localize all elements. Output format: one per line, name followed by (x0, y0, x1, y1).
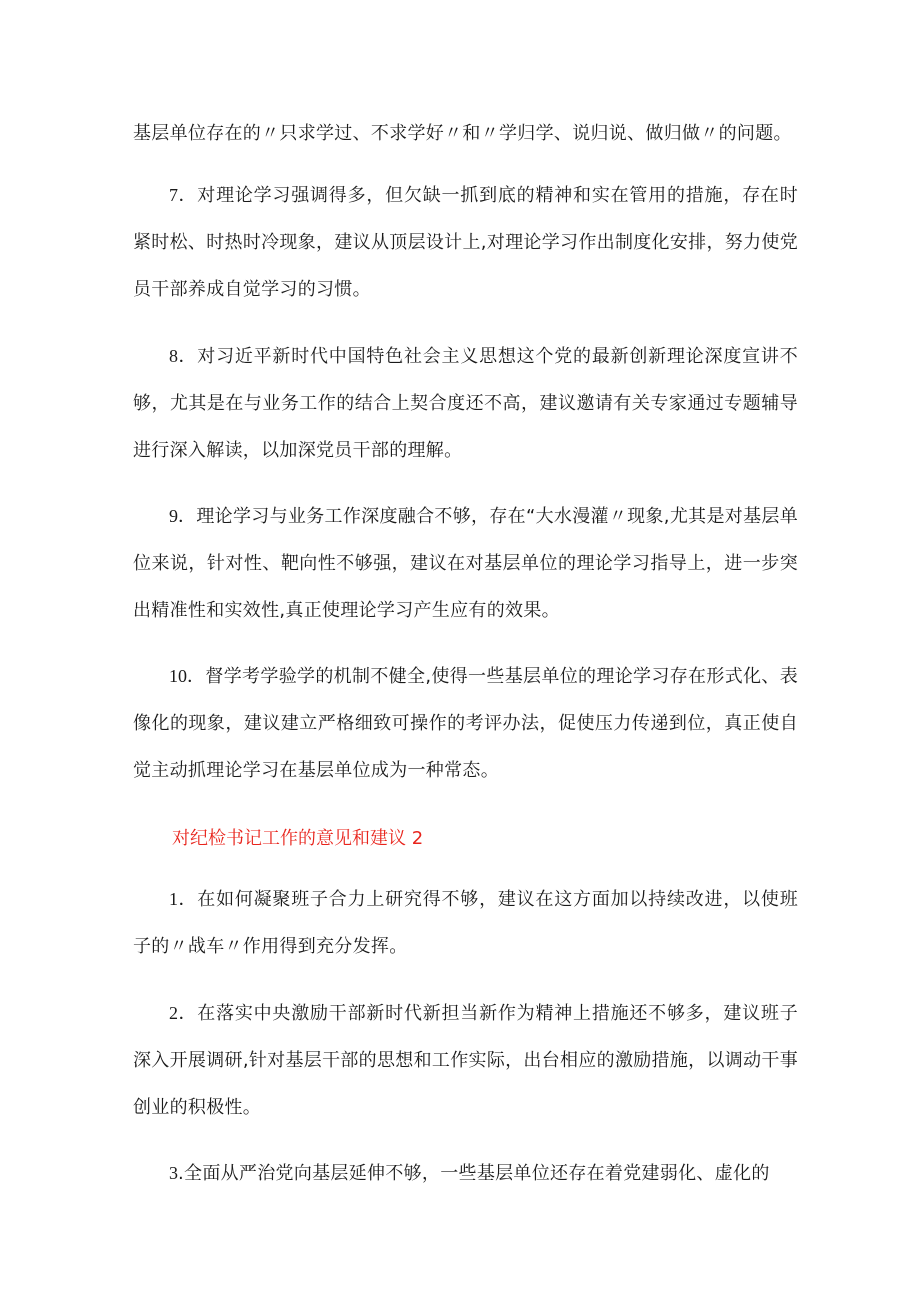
section-heading: 对纪检书记工作的意见和建议 2 (172, 828, 424, 849)
item-number: 7 (169, 185, 178, 205)
item-number: 10 (169, 666, 187, 686)
paragraph-item-8 (133, 333, 798, 474)
paragraph-continuation (133, 110, 798, 157)
item-number: 3 (169, 1163, 178, 1183)
paragraph-text: ．对理论学习强调得多，但欠缺一抓到底的精神和实在管用的措施，存在时紧时松、时热时冷现象，建议从顶层设计上,对理论学习作出制度化安排，努力使党员干部养成自觉学习的习惯。 (133, 185, 798, 300)
paragraph-text: ．在如何凝聚班子合力上研究得不够，建议在这方面加以持续改进，以使班子的〃战车〃作用得到充分发挥。 (133, 889, 798, 957)
item-number: 1 (169, 889, 178, 909)
paragraph-text: 基层单位存在的〃只求学过、不求学好〃和〃学归学、说归说、做归做〃的问题。 (133, 123, 792, 144)
paragraph-item-1 (133, 876, 798, 970)
item-number: 2 (169, 1003, 178, 1023)
paragraph-item-7 (133, 172, 798, 313)
paragraph-text: ．在落实中央激励干部新时代新担当新作为精神上措施还不够多，建议班子深入开展调研,针对基层干部的思想和工作实际，出台相应的激励措施，以调动干事创业的积极性。 (133, 1003, 798, 1118)
paragraph-item-10 (133, 653, 798, 794)
paragraph-text: ．理论学习与业务工作深度融合不够，存在“大水漫灌〃现象,尤其是对基层单位来说，针对性、靶向性不够强，建议在对基层单位的理论学习指导上，进一步突出精准性和实效性,真正使理论学习产生应有的效果。 (133, 506, 798, 621)
item-number: 9 (169, 506, 178, 526)
paragraph-text: .全面从严治党向基层延伸不够，一些基层单位还存在着党建弱化、虚化的 (178, 1163, 770, 1184)
paragraph-text: ．督学考学验学的机制不健全,使得一些基层单位的理论学习存在形式化、表像化的现象，建议建立严格细致可操作的考评办法，促使压力传递到位，真正使自觉主动抓理论学习在基层单位成为一种常态。 (133, 666, 798, 781)
paragraph-item-9 (133, 493, 798, 634)
paragraph-item-2 (133, 990, 798, 1131)
paragraph-item-3 (133, 1150, 798, 1197)
paragraph-text: ．对习近平新时代中国特色社会主义思想这个党的最新创新理论深度宣讲不够，尤其是在与业务工作的结合上契合度还不高，建议邀请有关专家通过专题辅导进行深入解读，以加深党员干部的理解。 (133, 346, 798, 461)
item-number: 8 (169, 346, 178, 366)
